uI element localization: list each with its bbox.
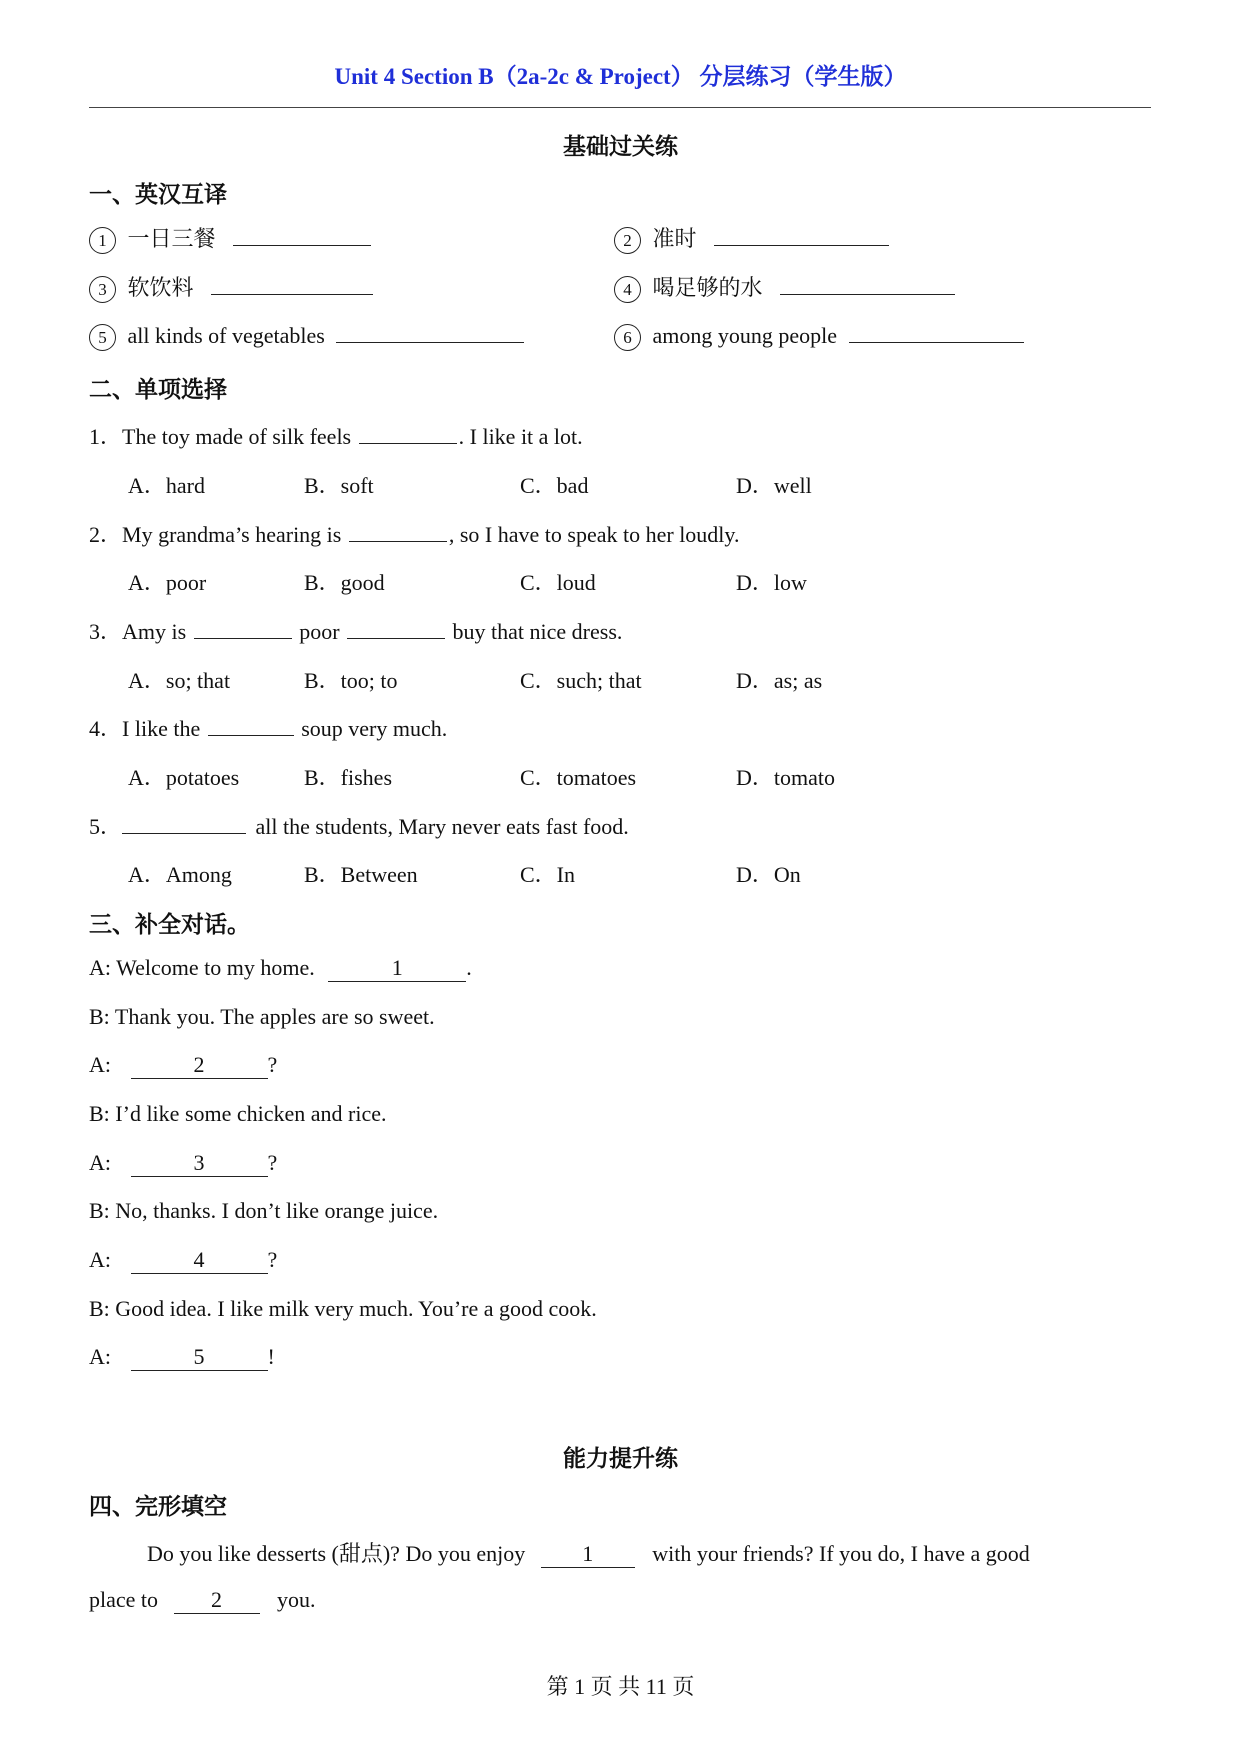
numbered-blank[interactable]: 2 <box>131 1052 268 1079</box>
translation-text: 一日三餐 <box>127 226 216 251</box>
question-4-option-a[interactable]: A．potatoes <box>128 765 240 790</box>
speaker-label: A: <box>89 1150 111 1175</box>
numbered-blank[interactable]: 2 <box>174 1587 260 1614</box>
question-2-option-c[interactable]: C．loud <box>520 570 596 595</box>
dialogue-line-2 <box>89 1004 435 1030</box>
question-1 <box>89 420 583 451</box>
question-1-option-b[interactable]: B．soft <box>304 473 374 498</box>
translation-text: 软饮料 <box>127 275 194 300</box>
dialogue-line-5 <box>89 1150 277 1177</box>
answer-blank[interactable] <box>349 519 447 542</box>
numbered-blank[interactable]: 1 <box>328 955 466 982</box>
cloze-paragraph-line-2 <box>89 1587 316 1614</box>
dialogue-text: Thank you. The apples are so sweet. <box>114 1004 435 1029</box>
question-number: 1． <box>89 424 123 449</box>
question-4-option-d[interactable]: D．tomato <box>736 765 835 790</box>
circled-number: 6 <box>614 324 641 351</box>
question-text: buy that nice dress. <box>452 619 623 644</box>
dialogue-line-9 <box>89 1344 275 1371</box>
question-2-option-d[interactable]: D．low <box>736 570 807 595</box>
question-text: I like the <box>122 716 201 741</box>
question-number: 2． <box>89 522 123 547</box>
question-5-option-d[interactable]: D．On <box>736 862 801 887</box>
question-5-option-b[interactable]: B．Between <box>304 862 418 887</box>
question-3 <box>89 615 622 646</box>
dialogue-text: Welcome to my home. <box>116 955 315 980</box>
circled-number: 3 <box>89 276 116 303</box>
question-text: . I like it a lot. <box>458 424 583 449</box>
dialogue-line-4 <box>89 1101 387 1127</box>
question-5-option-c[interactable]: C．In <box>520 862 576 887</box>
question-number: 4． <box>89 716 123 741</box>
numbered-blank[interactable]: 3 <box>131 1150 268 1177</box>
question-3-option-a[interactable]: A．so; that <box>128 668 231 693</box>
question-3-option-b[interactable]: B．too; to <box>304 668 398 693</box>
cloze-text: you. <box>277 1587 316 1612</box>
question-5 <box>89 810 629 841</box>
punctuation: . <box>466 955 472 980</box>
question-3-option-c[interactable]: C．such; that <box>520 668 642 693</box>
question-1-option-c[interactable]: C．bad <box>520 473 589 498</box>
section-4-heading: 四、完形填空 <box>89 1494 227 1519</box>
answer-blank[interactable] <box>359 421 457 444</box>
question-number: 5． <box>89 814 123 839</box>
translation-text: all kinds of vegetables <box>127 323 325 348</box>
question-2 <box>89 518 740 549</box>
cloze-text: Do you like desserts (甜点)? Do you enjoy <box>147 1541 526 1566</box>
circled-number: 2 <box>614 227 641 254</box>
speaker-label: B: <box>89 1296 110 1321</box>
cloze-text: place to <box>89 1587 159 1612</box>
question-4-option-b[interactable]: B．fishes <box>304 765 393 790</box>
question-2-option-a[interactable]: A．poor <box>128 570 207 595</box>
translation-text: 喝足够的水 <box>652 275 763 300</box>
answer-blank[interactable] <box>233 223 371 246</box>
translation-text: among young people <box>652 323 838 348</box>
translation-item-2 <box>614 222 889 254</box>
basic-practice-title: 基础过关练 <box>563 134 678 159</box>
question-4 <box>89 712 447 743</box>
answer-blank[interactable] <box>780 272 955 295</box>
translation-item-1 <box>89 222 371 254</box>
translation-text: 准时 <box>652 226 697 251</box>
translation-item-6 <box>614 320 1024 351</box>
dialogue-line-1 <box>89 955 472 982</box>
question-4-option-c[interactable]: C．tomatoes <box>520 765 637 790</box>
numbered-blank[interactable]: 4 <box>131 1247 268 1274</box>
answer-blank[interactable] <box>211 272 373 295</box>
section-2-heading: 二、单项选择 <box>89 377 227 402</box>
speaker-label: A: <box>89 1247 111 1272</box>
punctuation: ? <box>267 1247 278 1272</box>
question-text: My grandma’s hearing is <box>122 522 342 547</box>
punctuation: ? <box>267 1052 278 1077</box>
question-2-option-b[interactable]: B．good <box>304 570 385 595</box>
answer-blank[interactable] <box>122 811 246 834</box>
document-header-title: Unit 4 Section B（2a-2c & Project） 分层练习（学生版） <box>334 64 907 89</box>
dialogue-line-3 <box>89 1052 277 1079</box>
speaker-label: A: <box>89 1052 111 1077</box>
answer-blank[interactable] <box>208 713 294 736</box>
speaker-label: A: <box>89 1344 111 1369</box>
circled-number: 5 <box>89 324 116 351</box>
question-text: , so I have to speak to her loudly. <box>448 522 740 547</box>
answer-blank[interactable] <box>714 223 889 246</box>
dialogue-text: I’d like some chicken and rice. <box>115 1101 387 1126</box>
numbered-blank[interactable]: 5 <box>131 1344 268 1371</box>
question-1-option-d[interactable]: D．well <box>736 473 812 498</box>
dialogue-line-8 <box>89 1296 597 1322</box>
advanced-practice-title: 能力提升练 <box>563 1446 678 1471</box>
cloze-text: with your friends? If you do, I have a good <box>652 1541 1030 1566</box>
answer-blank[interactable] <box>336 320 524 343</box>
question-text: soup very much. <box>301 716 448 741</box>
circled-number: 1 <box>89 227 116 254</box>
question-1-option-a[interactable]: A．hard <box>128 473 205 498</box>
question-text: The toy made of silk feels <box>122 424 352 449</box>
speaker-label: A: <box>89 955 111 980</box>
question-number: 3． <box>89 619 123 644</box>
translation-item-5 <box>89 320 524 351</box>
question-text: poor <box>299 619 340 644</box>
translation-item-4 <box>614 271 955 303</box>
dialogue-text: Good idea. I like milk very much. You’re a good cook. <box>115 1296 597 1321</box>
speaker-label: B: <box>89 1198 110 1223</box>
section-1-heading: 一、英汉互译 <box>89 182 227 207</box>
answer-blank[interactable] <box>347 616 445 639</box>
question-3-option-d[interactable]: D．as; as <box>736 668 823 693</box>
question-5-option-a[interactable]: A．Among <box>128 862 232 887</box>
header-divider <box>89 107 1151 108</box>
translation-item-3 <box>89 271 373 303</box>
question-text: all the students, Mary never eats fast food. <box>255 814 629 839</box>
cloze-paragraph-line-1 <box>147 1537 1030 1568</box>
speaker-label: B: <box>89 1101 110 1126</box>
page-footer: 第 1 页 共 11 页 <box>546 1674 695 1699</box>
numbered-blank[interactable]: 1 <box>541 1541 635 1568</box>
dialogue-line-6 <box>89 1198 438 1224</box>
dialogue-line-7 <box>89 1247 277 1274</box>
answer-blank[interactable] <box>849 320 1024 343</box>
speaker-label: B: <box>89 1004 110 1029</box>
punctuation: ? <box>267 1150 278 1175</box>
question-text: Amy is <box>122 619 187 644</box>
punctuation: ! <box>267 1344 275 1369</box>
circled-number: 4 <box>614 276 641 303</box>
dialogue-text: No, thanks. I don’t like orange juice. <box>115 1198 439 1223</box>
answer-blank[interactable] <box>194 616 292 639</box>
section-3-heading: 三、补全对话。 <box>89 912 250 937</box>
